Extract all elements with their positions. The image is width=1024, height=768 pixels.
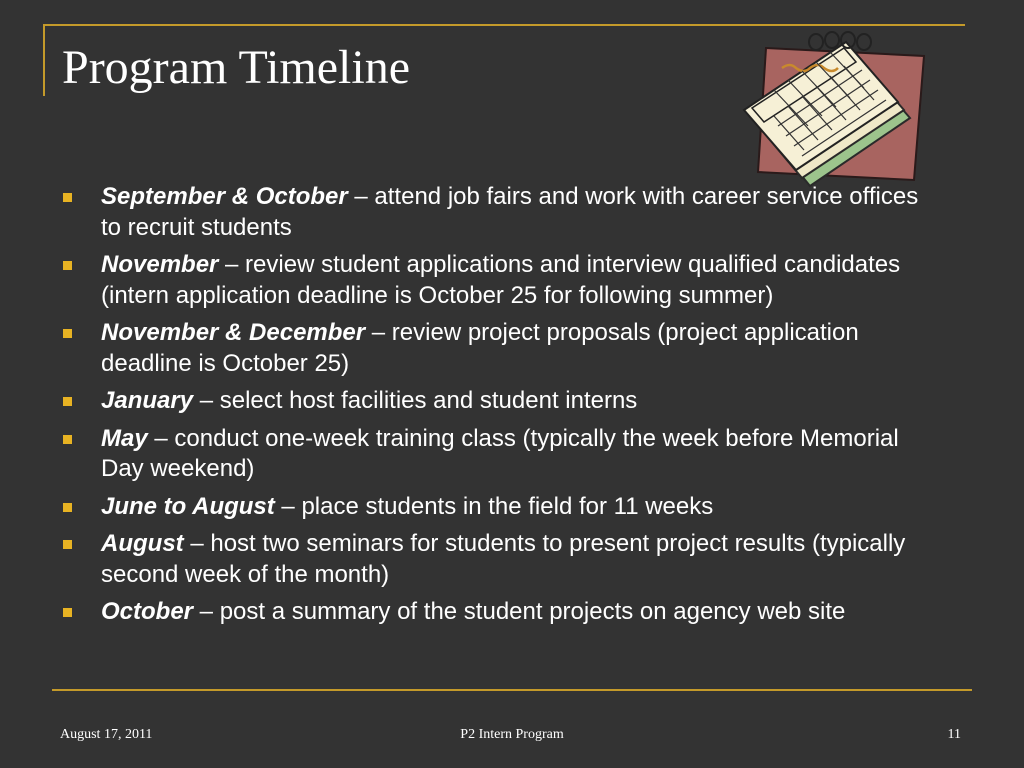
frame-left-line xyxy=(43,24,45,96)
timeline-period: May xyxy=(101,424,148,452)
timeline-period: August xyxy=(101,530,184,557)
timeline-period: June to August xyxy=(101,492,275,520)
bullet-square-icon xyxy=(63,397,72,406)
timeline-description: – review student applications and interview qualified candidates (intern application deadline is October 25 for following summer) xyxy=(101,251,901,309)
timeline-description: – post a summary of the student projects on agency web site xyxy=(193,598,846,625)
list-item xyxy=(60,529,940,590)
list-item xyxy=(60,492,940,523)
timeline-period: October xyxy=(101,598,194,625)
timeline-description: – attend job fairs and work with career service offices to recruit students xyxy=(101,183,919,241)
slide-title: Program Timeline xyxy=(62,41,411,94)
bullet-square-icon xyxy=(63,261,72,270)
timeline-description: – select host facilities and student interns xyxy=(193,387,638,414)
list-item xyxy=(60,424,940,485)
list-item xyxy=(60,597,940,628)
list-item xyxy=(60,182,940,243)
list-item xyxy=(60,250,940,311)
bullet-square-icon xyxy=(63,435,72,444)
bullet-square-icon xyxy=(63,503,72,512)
bullet-square-icon xyxy=(63,193,72,202)
timeline-description: – place students in the field for 11 weeks xyxy=(274,492,714,520)
timeline-description: – review project proposals (project application deadline is October 25) xyxy=(101,319,859,377)
timeline-period: November xyxy=(101,251,219,278)
timeline-description: – host two seminars for students to present project results (typically second week of the month) xyxy=(101,530,906,588)
timeline-description: – conduct one-week training class (typically the week before Memorial Day weekend) xyxy=(101,424,899,482)
timeline-period: January xyxy=(101,387,194,414)
bullet-square-icon xyxy=(63,329,72,338)
frame-top-line xyxy=(43,24,965,26)
timeline-list xyxy=(60,182,940,635)
bullet-square-icon xyxy=(63,608,72,617)
footer-title: P2 Intern Program xyxy=(460,727,564,742)
timeline-period: September & October xyxy=(101,183,348,210)
list-item xyxy=(60,386,940,417)
timeline-period: November & December xyxy=(101,319,366,346)
bullet-square-icon xyxy=(63,540,72,549)
page-number: 11 xyxy=(947,727,961,742)
footer-date: August 17, 2011 xyxy=(60,727,153,742)
list-item xyxy=(60,318,940,379)
calendar-icon xyxy=(738,30,928,190)
frame-bottom-line xyxy=(52,689,972,691)
